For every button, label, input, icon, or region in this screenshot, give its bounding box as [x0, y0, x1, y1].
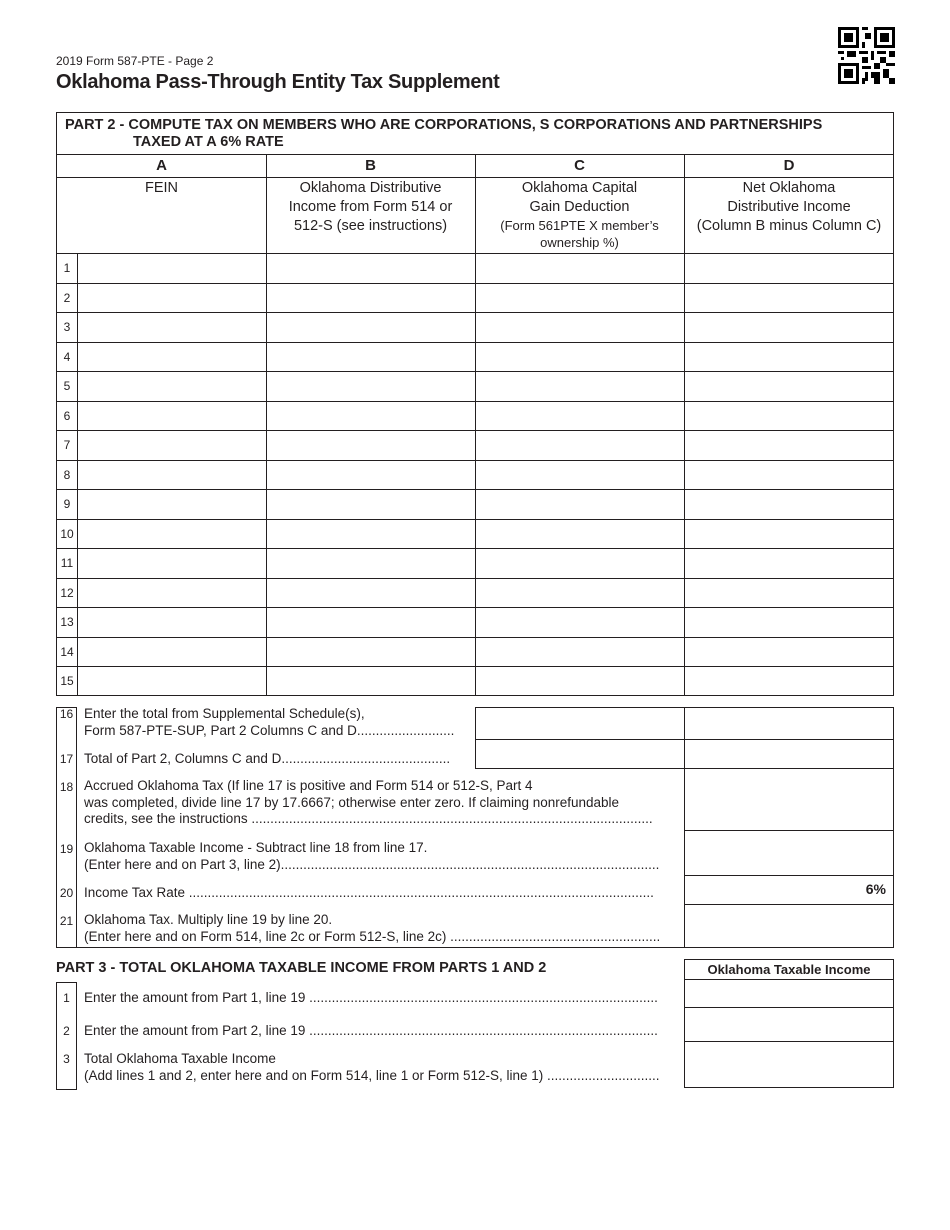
part3-title: PART 3 - TOTAL OKLAHOMA TAXABLE INCOME FROM PARTS 1 AND 2	[56, 960, 547, 976]
row-4-net-distributive-income-input[interactable]	[685, 343, 894, 371]
row-number: 11	[60, 556, 74, 570]
row-6-net-distributive-income-input[interactable]	[685, 402, 894, 430]
row-10-net-distributive-income-input[interactable]	[685, 520, 894, 548]
line-19-text	[84, 840, 659, 873]
line-17-col-c-input[interactable]	[475, 739, 685, 769]
row-number: 10	[60, 527, 74, 541]
row-14-net-distributive-income-input[interactable]	[685, 638, 894, 666]
column-b-desc2: Income from Form 514 or	[288, 199, 453, 215]
line-16-number: 16	[59, 707, 74, 721]
line-18-input[interactable]	[684, 768, 894, 831]
line-19-number: 19	[59, 842, 74, 856]
row-13-capital-gain-deduction-input[interactable]	[476, 608, 684, 636]
income-tax-rate-value: 6%	[865, 881, 886, 897]
part3-line-1-text: Enter the amount from Part 1, line 19 .............................................................................................	[84, 990, 658, 1005]
line-16-text	[84, 706, 454, 739]
page-title: Oklahoma Pass-Through Entity Tax Supplement	[56, 71, 500, 93]
row-8-capital-gain-deduction-input[interactable]	[476, 461, 684, 489]
row-10-distributive-income-input[interactable]	[267, 520, 475, 548]
column-c-desc3: (Form 561PTE X member’s	[500, 218, 659, 233]
row-8-distributive-income-input[interactable]	[267, 461, 475, 489]
line-16-col-d-input[interactable]	[684, 707, 894, 740]
row-5-distributive-income-input[interactable]	[267, 372, 475, 400]
row-5-net-distributive-income-input[interactable]	[685, 372, 894, 400]
row-number: 14	[60, 645, 74, 659]
line-21-input[interactable]	[684, 904, 894, 948]
line-18-text2: was completed, divide line 17 by 17.6667; otherwise enter zero. If claiming nonrefundable	[84, 794, 620, 810]
part2-title-line2: TAXED AT A 6% RATE	[133, 134, 284, 150]
line-21-number: 21	[59, 914, 74, 928]
column-c-letter: C	[574, 157, 585, 174]
column-d-desc2: Distributive Income	[727, 199, 851, 215]
line-18-number: 18	[59, 780, 74, 794]
line-21-text	[84, 912, 660, 945]
part3-line-1-number: 1	[63, 991, 70, 1005]
line-19-text1: Oklahoma Taxable Income - Subtract line 18 from line 17.	[84, 840, 428, 855]
line-21-text2: (Enter here and on Form 514, line 2c or Form 512-S, line 2c) ........................................................	[84, 928, 661, 944]
row-2-distributive-income-input[interactable]	[267, 284, 475, 312]
line-19-text2: (Enter here and on Part 3, line 2).....................................................................................................	[84, 856, 660, 872]
row-14-capital-gain-deduction-input[interactable]	[476, 638, 684, 666]
row-11-capital-gain-deduction-input[interactable]	[476, 549, 684, 577]
row-3-capital-gain-deduction-input[interactable]	[476, 313, 684, 341]
part3-line-3-number: 3	[63, 1052, 70, 1066]
row-2-capital-gain-deduction-input[interactable]	[476, 284, 684, 312]
row-1-net-distributive-income-input[interactable]	[685, 254, 894, 282]
line-16-text2: Form 587-PTE-SUP, Part 2 Columns C and D..........................	[84, 722, 455, 738]
row-3-net-distributive-income-input[interactable]	[685, 313, 894, 341]
column-c-desc2: Gain Deduction	[529, 199, 630, 215]
row-14-distributive-income-input[interactable]	[267, 638, 475, 666]
row-6-fein-input[interactable]	[78, 402, 266, 430]
row-1-capital-gain-deduction-input[interactable]	[476, 254, 684, 282]
column-b-header	[266, 179, 475, 236]
row-1-distributive-income-input[interactable]	[267, 254, 475, 282]
row-15-fein-input[interactable]	[78, 667, 266, 695]
row-9-capital-gain-deduction-input[interactable]	[476, 490, 684, 518]
row-number: 4	[63, 350, 71, 364]
row-7-distributive-income-input[interactable]	[267, 431, 475, 459]
column-b-desc1: Oklahoma Distributive	[299, 180, 442, 196]
row-9-distributive-income-input[interactable]	[267, 490, 475, 518]
column-a-letter: A	[156, 157, 167, 174]
row-7-capital-gain-deduction-input[interactable]	[476, 431, 684, 459]
line-18-text	[84, 778, 653, 828]
column-c-header	[475, 179, 684, 251]
row-12-net-distributive-income-input[interactable]	[685, 579, 894, 607]
row-11-distributive-income-input[interactable]	[267, 549, 475, 577]
row-13-net-distributive-income-input[interactable]	[685, 608, 894, 636]
row-3-fein-input[interactable]	[78, 313, 266, 341]
column-b-letter: B	[365, 157, 376, 174]
row-6-capital-gain-deduction-input[interactable]	[476, 402, 684, 430]
part3-line-2-number: 2	[63, 1024, 70, 1038]
part3-line-3-text	[84, 1051, 660, 1084]
row-number: 8	[63, 468, 71, 482]
line-16-text1: Enter the total from Supplemental Schedule(s),	[84, 706, 365, 721]
line-17-number: 17	[59, 752, 74, 766]
line-16-col-c-input[interactable]	[475, 707, 685, 740]
row-number: 13	[60, 615, 74, 629]
line-19-input[interactable]	[684, 830, 894, 876]
row-number: 7	[63, 438, 71, 452]
column-a-header	[57, 179, 266, 198]
row-15-capital-gain-deduction-input[interactable]	[476, 667, 684, 695]
line-21-text1: Oklahoma Tax. Multiply line 19 by line 20.	[84, 912, 333, 927]
row-number: 9	[63, 497, 71, 511]
line-20-text: Income Tax Rate ............................................................................................................................	[84, 885, 654, 900]
row-2-fein-input[interactable]	[78, 284, 266, 312]
column-c-desc4: ownership %)	[540, 235, 619, 250]
row-number: 15	[60, 674, 74, 688]
row-2-net-distributive-income-input[interactable]	[685, 284, 894, 312]
column-d-header	[684, 179, 894, 236]
column-b-desc3: 512-S (see instructions)	[293, 218, 448, 234]
row-4-fein-input[interactable]	[78, 343, 266, 371]
column-a-desc: FEIN	[144, 180, 179, 196]
column-c-desc1: Oklahoma Capital	[521, 180, 638, 196]
row-4-distributive-income-input[interactable]	[267, 343, 475, 371]
row-11-net-distributive-income-input[interactable]	[685, 549, 894, 577]
row-6-distributive-income-input[interactable]	[267, 402, 475, 430]
row-number: 1	[63, 261, 71, 275]
row-9-net-distributive-income-input[interactable]	[685, 490, 894, 518]
line-17-text: Total of Part 2, Columns C and D.............................................	[84, 751, 451, 766]
row-12-distributive-income-input[interactable]	[267, 579, 475, 607]
line-17-col-d-input[interactable]	[684, 739, 894, 769]
column-d-desc3: (Column B minus Column C)	[696, 218, 882, 234]
row-10-fein-input[interactable]	[78, 520, 266, 548]
row-number: 6	[63, 409, 71, 423]
part3-line-3-input[interactable]	[684, 1041, 894, 1088]
row-13-distributive-income-input[interactable]	[267, 608, 475, 636]
row-12-capital-gain-deduction-input[interactable]	[476, 579, 684, 607]
row-5-capital-gain-deduction-input[interactable]	[476, 372, 684, 400]
row-14-fein-input[interactable]	[78, 638, 266, 666]
row-5-fein-input[interactable]	[78, 372, 266, 400]
row-12-fein-input[interactable]	[78, 579, 266, 607]
part3-line-3-text1: Total Oklahoma Taxable Income	[84, 1051, 276, 1066]
row-number: 2	[63, 291, 71, 305]
row-7-net-distributive-income-input[interactable]	[685, 431, 894, 459]
part3-line-2-input[interactable]	[684, 1007, 894, 1042]
row-15-net-distributive-income-input[interactable]	[685, 667, 894, 695]
row-7-fein-input[interactable]	[78, 431, 266, 459]
line-18-text3: credits, see the instructions ...........................................................................................................	[84, 811, 653, 826]
part3-column-header: Oklahoma Taxable Income	[684, 959, 894, 980]
row-3-distributive-income-input[interactable]	[267, 313, 475, 341]
part2-title	[57, 113, 893, 155]
part3-line-3-text2: (Add lines 1 and 2, enter here and on Form 514, line 1 or Form 512-S, line 1) ..............................	[84, 1067, 660, 1083]
part2-title-line1: PART 2 - COMPUTE TAX ON MEMBERS WHO ARE CORPORATIONS, S CORPORATIONS AND PARTNERSHIPS	[65, 117, 823, 133]
row-number: 5	[63, 379, 71, 393]
line-18-text1: Accrued Oklahoma Tax (If line 17 is positive and Form 514 or 512-S, Part 4	[84, 778, 533, 793]
row-number: 3	[63, 320, 71, 334]
row-1-fein-input[interactable]	[78, 254, 266, 282]
part3-line-2-text: Enter the amount from Part 2, line 19 .............................................................................................	[84, 1023, 658, 1038]
column-d-letter: D	[783, 157, 795, 174]
column-d-desc1: Net Oklahoma	[742, 180, 836, 196]
row-13-fein-input[interactable]	[78, 608, 266, 636]
row-4-capital-gain-deduction-input[interactable]	[476, 343, 684, 371]
row-10-capital-gain-deduction-input[interactable]	[476, 520, 684, 548]
row-9-fein-input[interactable]	[78, 490, 266, 518]
row-11-fein-input[interactable]	[78, 549, 266, 577]
line-20-number: 20	[59, 886, 74, 900]
qr-code-icon	[838, 27, 895, 84]
row-number: 12	[60, 586, 74, 600]
row-8-net-distributive-income-input[interactable]	[685, 461, 894, 489]
line-number-strip-part2	[56, 707, 77, 948]
part3-line-1-input[interactable]	[684, 979, 894, 1008]
form-page-label: 2019 Form 587-PTE - Page 2	[56, 54, 214, 68]
row-15-distributive-income-input[interactable]	[267, 667, 475, 695]
row-8-fein-input[interactable]	[78, 461, 266, 489]
part2-table	[56, 112, 894, 696]
